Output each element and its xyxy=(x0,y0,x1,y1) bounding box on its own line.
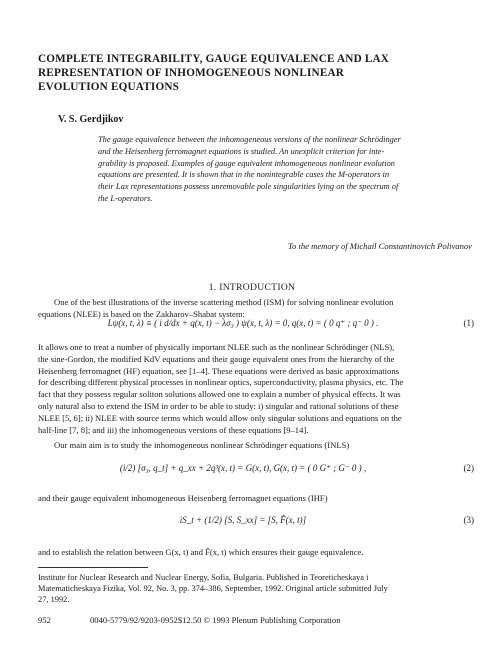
equation-body: (i/2) [σ₃, q_t] + q_xx + 2q³(x, t) = G(x, t), G(x, t) = ( 0 G⁺ ; G⁻ 0 ) , xyxy=(119,463,367,473)
text-line: One of the best illustrations of the inverse scattering method (ISM) for solving nonlinear evolution xyxy=(54,297,394,307)
abstract-line: and the Heisenberg ferromagnet equations is studied. An unexplicit criterion for inte- xyxy=(98,146,385,156)
equation-body: iS_t + (1/2) [S, S_xx] = [S, F̂(x, t)] xyxy=(179,515,307,525)
text-line: Our main aim is to study the inhomogeneous nonlinear Schrödinger equations (INLS) xyxy=(54,440,350,450)
text-line: half-line [7, 8]; and iii) the inhomogeneous versions of these equations [9–14]. xyxy=(38,424,309,435)
equation-body: Lψ(x, t, λ) ≡ ( i d/dx + q(x, t) − λσ₃ ) ψ(x, t, λ) = 0, q(x, t) = ( 0 q⁺ ; q⁻ 0 ) . xyxy=(107,318,379,328)
copyright-line: 0040-5779/92/9203-0952$12.50 © 1993 Plenum Publishing Corporation xyxy=(90,615,341,625)
abstract-line: their Lax representations possess unremovable pole singularities lying on the spectrum of xyxy=(98,182,399,192)
text-line: for describing different physical processes in nonlinear optics, superconductivity, plasma physics, etc. The xyxy=(38,377,404,388)
text-line: fact that they possess regular soliton solutions allowed one to explain a number of physical effects. It was xyxy=(38,389,401,400)
text-line: NLEE [5, 6]; ii) NLEE with source terms which would allow only singular solutions and equations on the xyxy=(38,412,402,423)
paper-title xyxy=(38,52,478,94)
text-line: and their gauge equivalent inhomogeneous Heisenberg ferromagnet equations (IHF) xyxy=(38,493,328,503)
title-line: COMPLETE INTEGRABILITY, GAUGE EQUIVALENCE AND LAX xyxy=(38,53,390,65)
text-line: only natural also to extend the ISM in order to be able to study: i) singular and rational solutions of these xyxy=(38,400,399,411)
equation-1 xyxy=(38,310,478,340)
page-number: 952 xyxy=(38,615,51,625)
abstract-line: The gauge equivalence between the inhomogeneous versions of the nonlinear Schrödinger xyxy=(98,135,401,144)
footnote-line: Matematicheskaya Fizika, Vol. 92, No. 3, pp. 374–386, September, 1992. Original article submitted July xyxy=(38,584,388,594)
footnote-rule xyxy=(38,567,148,568)
text-line: equations (NLEE) is based on the Zakharov–Shabat system: xyxy=(38,308,245,319)
abstract xyxy=(98,134,476,205)
text-line: It allows one to treat a number of physically important NLEE such as the nonlinear Schrödinger (NLS), xyxy=(38,342,395,352)
equation-number: (2) xyxy=(463,463,474,473)
section-heading: 1. INTRODUCTION xyxy=(208,282,296,293)
author: V. S. Gerdjikov xyxy=(58,114,124,125)
paragraph xyxy=(38,493,478,505)
paragraph xyxy=(38,342,478,436)
equation-2 xyxy=(38,455,478,485)
title-line: REPRESENTATION OF INHOMOGENEOUS NONLINEAR xyxy=(38,67,345,79)
footnote-line: Institute for Nuclear Research and Nuclear Energy, Sofia, Bulgaria. Published in Teoreticheskaya i xyxy=(38,573,369,582)
title-line: EVOLUTION EQUATIONS xyxy=(38,81,180,93)
abstract-line: grability is proposed. Examples of gauge equivalent inhomogeneous nonlinear evolution xyxy=(98,158,395,168)
footnote xyxy=(38,572,478,606)
dedication: To the memory of Michail Constantinovich Polivanov xyxy=(288,241,472,251)
abstract-line: the L-operators. xyxy=(98,193,153,203)
text-line: the sine-Gordon, the modified KdV equations and their gauge equivalent ones from the hierarchy of the xyxy=(38,353,395,364)
paragraph xyxy=(38,440,478,452)
footnote-line: 27, 1992. xyxy=(38,595,70,605)
abstract-line: equations are presented. It is shown that in the nonintegrable cases the M-operators in xyxy=(98,170,390,180)
equation-number: (1) xyxy=(463,318,474,328)
equation-number: (3) xyxy=(463,515,474,525)
text-line: and to establish the relation between G(x, t) and F̂(x, t) which ensures their gauge equivalence. xyxy=(38,547,364,557)
paragraph xyxy=(38,547,478,559)
equation-3 xyxy=(38,507,478,537)
text-line: Heisenberg ferromagnet (HF) equation, see [1–4]. These equations were derived as basic approximations xyxy=(38,365,399,376)
